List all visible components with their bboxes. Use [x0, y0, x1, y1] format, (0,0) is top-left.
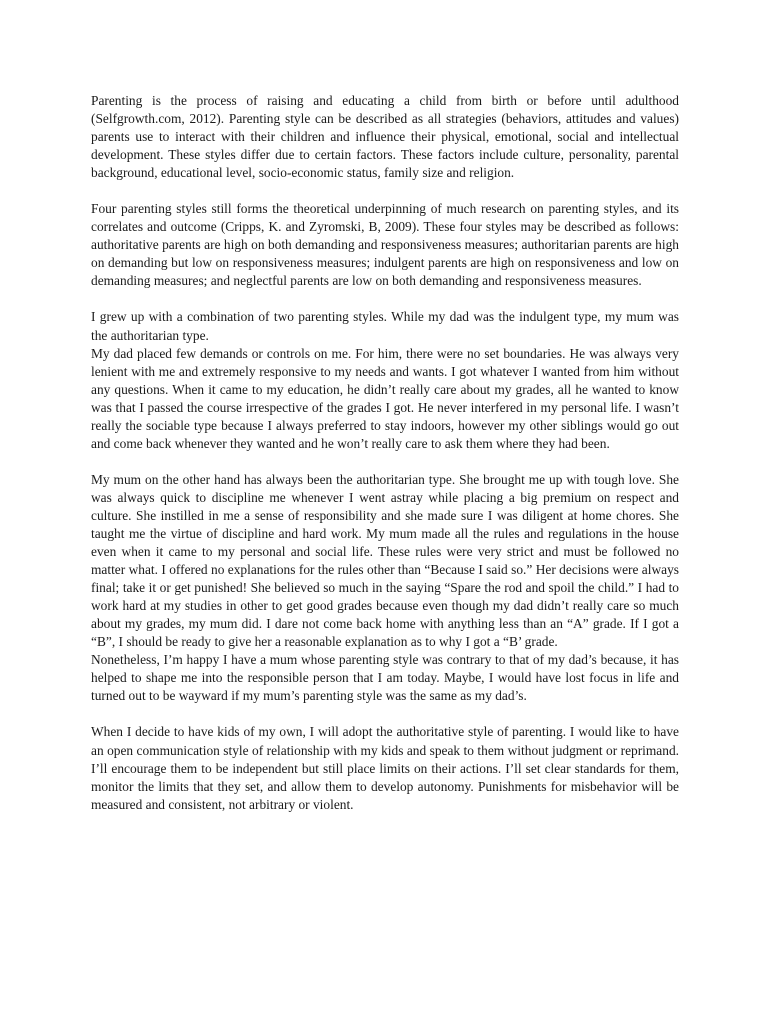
paragraph-spacer: [91, 453, 679, 471]
document-body: [91, 92, 679, 814]
paragraph-spacer: [91, 182, 679, 200]
paragraph-future-kids: When I decide to have kids of my own, I will adopt the authoritative style of parenting. I would like to have an open communication style of relationship with my kids and speak to them without judgment or reprimand. I’ll encourage them to be independent but still place limits on their actions. I’ll set clear standards for them, monitor the limits that they set, and allow them to develop autonomy. Punishments for misbehavior will be measured and consistent, not arbitrary or violent.: [91, 724, 679, 812]
paragraph-combination-styles: I grew up with a combination of two parenting styles. While my dad was the indulgent type, my mum was the authoritarian type.: [91, 309, 679, 343]
paragraph-parenting-definition: Parenting is the process of raising and educating a child from birth or before until adulthood (Selfgrowth.com, 2012). Parenting style can be described as all strategies (behaviors, attitudes and values) parents use to interact with their children and influence their physical, emotional, social and intellectual development. These styles differ due to certain factors. These factors include culture, personality, parental background, educational level, socio-economic status, family size and religion.: [91, 93, 679, 181]
paragraph-four-styles: Four parenting styles still forms the theoretical underpinning of much research on parenting styles, and its correlates and outcome (Cripps, K. and Zyromski, B, 2009). These four styles may be described as follows: authoritative parents are high on both demanding and responsiveness measures; authoritarian parents are high on demanding but low on responsiveness measures; indulgent parents are high on responsiveness and low on demanding measures; and neglectful parents are low on both demanding and responsiveness measures.: [91, 201, 679, 289]
paragraph-mum-style: My mum on the other hand has always been the authoritarian type. She brought me up with tough love. She was always quick to discipline me whenever I went astray while placing a big premium on respect and culture. She instilled in me a sense of responsibility and she made sure I was diligent at home chores. She taught me the virtue of discipline and hard work. My mum made all the rules and regulations in the house even when it came to my personal and social life. These rules were very strict and must be followed no matter what. I offered no explanations for the rules other than “Because I said so.” Her decisions were always final; take it or get punished! She believed so much in the saying “Spare the rod and spoil the child.” I had to work hard at my studies in other to get good grades because even though my dad didn’t really care so much about my grades, my mum did. I dare not come back home with anything less than an “A” grade. If I got a “B”, I should be ready to give her a reasonable explanation as to why I got a “B’ grade.: [91, 471, 679, 650]
paragraph-dad-style: My dad placed few demands or controls on me. For him, there were no set boundaries. He was always very lenient with me and extremely responsive to my needs and wants. I got whatever I wanted from him without any questions. When it came to my education, he didn’t really care about my grades, all he wanted to know was that I passed the course irrespective of the grades I got. He never interfered in my personal life. I wasn’t really the sociable type because I always preferred to stay indoors, however my other siblings would go out and come back whenever they wanted and he won’t really care to ask them where they had been.: [91, 345, 679, 451]
paragraph-spacer: [91, 705, 679, 723]
paragraph-nonetheless: Nonetheless, I’m happy I have a mum whose parenting style was contrary to that of my dad’s because, it has helped to shape me into the responsible person that I am today. Maybe, I would have lost focus in life and turned out to be wayward if my mum’s parenting style was the same as my dad’s.: [91, 652, 679, 704]
paragraph-spacer: [91, 290, 679, 308]
